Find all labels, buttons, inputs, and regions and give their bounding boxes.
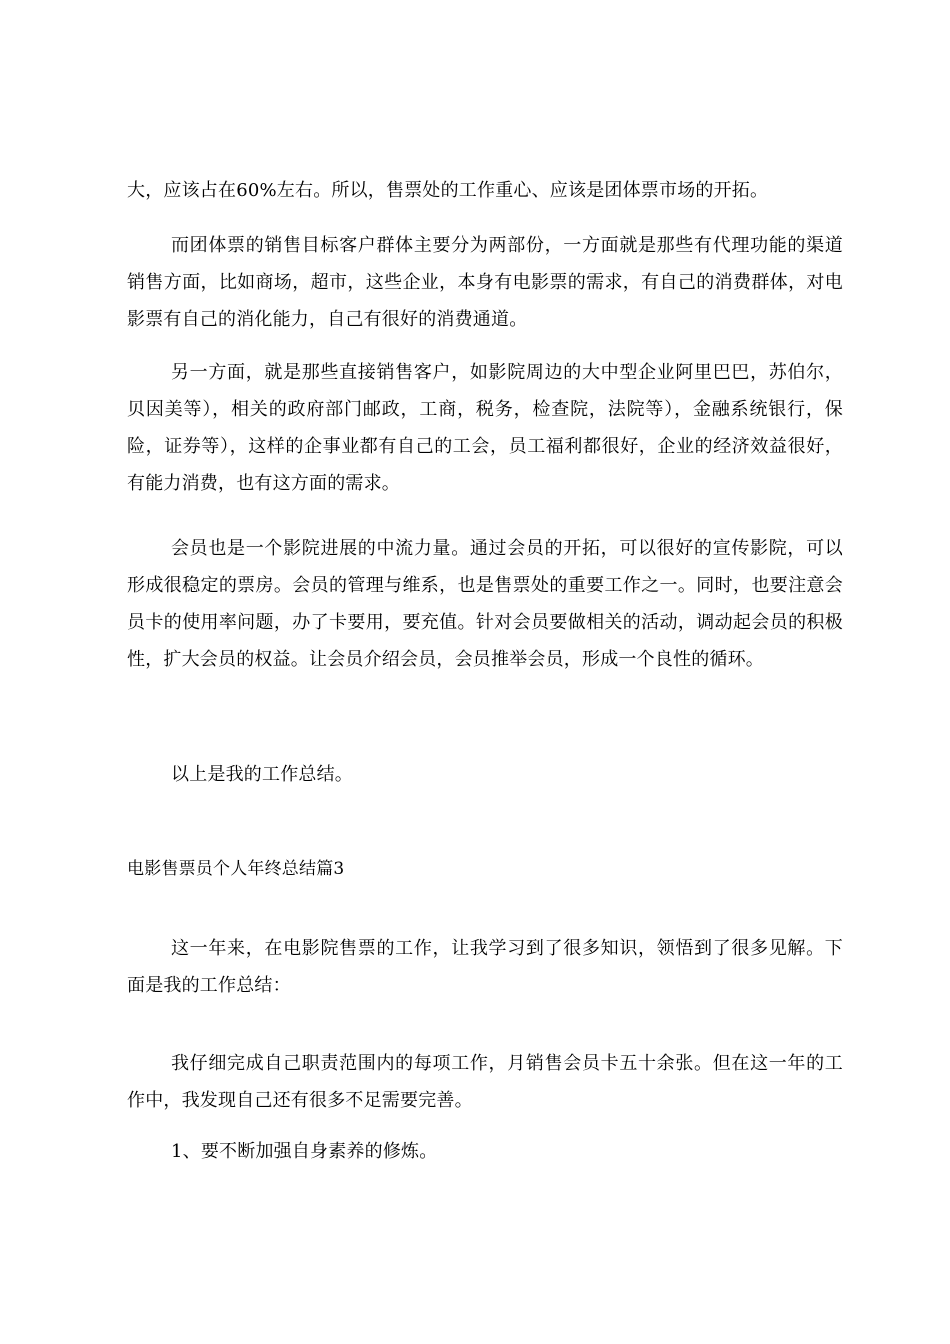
- paragraph-continuation: 大，应该占在60%左右。所以，售票处的工作重心、应该是团体票市场的开拓。: [127, 180, 769, 201]
- paragraph-duties: 我仔细完成自己职责范围内的每项工作，月销售会员卡五十余张。但在这一年的工作中，我发现自己还有很多不足需要完善。: [127, 1053, 843, 1111]
- paragraph-year-intro: 这一年来，在电影院售票的工作，让我学习到了很多知识，领悟到了很多见解。下面是我的工作总结：: [127, 938, 843, 996]
- paragraph-direct-clients: 另一方面，就是那些直接销售客户，如影院周边的大中型企业阿里巴巴，苏伯尔，贝因美等），相关的政府部门邮政，工商，税务，检查院，法院等），金融系统银行，保险，证券等），这样的企事业都有自己的工会，员工福利都很好，企业的经济效益很好，有能力消费，也有这方面的需求。: [127, 362, 843, 494]
- paragraph-closing: 以上是我的工作总结。: [171, 764, 353, 785]
- paragraph-group-ticket-clients: 而团体票的销售目标客户群体主要分为两部份，一方面就是那些有代理功能的渠道销售方面，比如商场，超市，这些企业，本身有电影票的需求，有自己的消费群体，对电影票有自己的消化能力，自己有很好的消费通道。: [127, 235, 843, 330]
- list-item-1: 1、要不断加强自身素养的修炼。: [171, 1141, 438, 1162]
- section-heading: 电影售票员个人年终总结篇3: [127, 859, 345, 879]
- paragraph-members: 会员也是一个影院进展的中流力量。通过会员的开拓，可以很好的宣传影院，可以形成很稳定的票房。会员的管理与维系，也是售票处的重要工作之一。同时，也要注意会员卡的使用率问题，办了卡要用，要充值。针对会员要做相关的活动，调动起会员的积极性，扩大会员的权益。让会员介绍会员，会员推举会员，形成一个良性的循环。: [127, 538, 843, 670]
